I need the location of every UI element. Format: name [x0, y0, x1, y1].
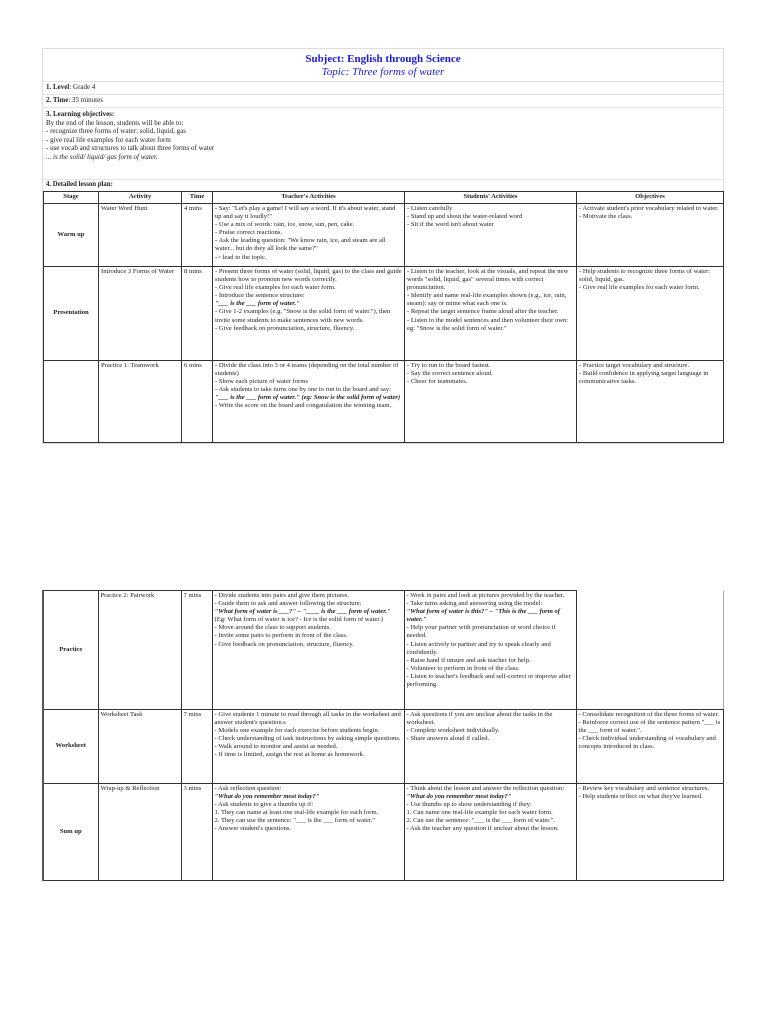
- text-line: - Work in pairs and look at pictures provided by the teacher.: [406, 592, 565, 599]
- text-line: (Eg: What form of water is ice? - Ice is the solid form of water.): [214, 616, 384, 624]
- text-line: - Ask students to take turns one by one to run to the board and say:: [215, 386, 391, 394]
- time-cell: 8 mins: [182, 267, 213, 361]
- teacher-activities-cell: [212, 591, 404, 710]
- text-line: - Give real life examples for each water form.: [579, 284, 700, 292]
- col-students: Students' Activities: [405, 192, 577, 204]
- text-line: - use vocab and structures to talk about three forms of water: [46, 144, 215, 153]
- topic-heading: Topic: Three forms of water: [321, 66, 445, 78]
- teacher-activities-cell: [213, 361, 405, 443]
- lesson-plan-page-1: [42, 48, 724, 444]
- text-line: - Invite some pairs to perform in front of the class.: [214, 632, 348, 640]
- text-line: "___ is the ___ form of water." (eg: Snow is the solid form of water): [215, 394, 401, 402]
- text-line: - Help your partner with pronunciation or word choice if needed.: [406, 624, 556, 640]
- text-line: - Divide students into pairs and give them pictures.: [214, 592, 350, 599]
- students-activities-cell: [404, 784, 576, 881]
- text-line: "___ is the ___ form of water.": [215, 300, 300, 308]
- text-line: - Show each picture of water forms: [215, 378, 309, 386]
- text-line: - Guide them to ask and answer following the structure:: [214, 600, 362, 608]
- lesson-plan-page-2: [42, 590, 722, 881]
- stage-cell: Presentation: [44, 267, 99, 361]
- col-stage: Stage: [44, 192, 99, 204]
- objectives-cell: [576, 784, 723, 881]
- text-line: - Give feedback on pronunciation, structure, fluency.: [215, 324, 355, 332]
- lesson-plan-table-continued: [42, 590, 724, 881]
- text-line: - Check understanding of task instructions by asking simple questions.: [214, 735, 401, 743]
- time-cell: 6 mins: [182, 361, 213, 443]
- text-line: - Say: "Let's play a game! I will say a word. If it's about water, stand up and say it loudly!": [215, 205, 396, 221]
- objectives-cell: [577, 267, 724, 361]
- students-activities-cell: [405, 204, 577, 267]
- text-line: - Write the score on the board and congatulation the winning team.: [215, 402, 392, 410]
- stage-cell: Practice: [43, 591, 98, 710]
- stage-cell: [44, 361, 99, 443]
- text-line: - Consolidate recognition of the three forms of water.: [578, 711, 719, 718]
- table-row: [44, 267, 724, 361]
- text-line: - Check individual understanding of vocabulary and concepts introduced in class.: [578, 735, 716, 751]
- activity-cell: Wrap-up & Reflection: [98, 784, 181, 881]
- time-cell: 3 mins: [181, 784, 212, 881]
- text-line: - Identify and name real-life examples shown (e.g., ice, rain, steam): say or mime what each one is.: [407, 292, 567, 308]
- stage-cell: Sum up: [43, 784, 98, 881]
- lesson-plan-table: [43, 191, 724, 443]
- text-line: - Listen to the teacher, look at the visuals, and repeat the new words "solid, liquid, gas" several times with correct pronunciation.: [407, 268, 569, 292]
- time-value: : 35 minutes: [68, 96, 103, 104]
- teacher-activities-cell: [212, 784, 404, 881]
- text-line: - Say the correct sentence aloud.: [407, 370, 493, 378]
- document-title: [43, 49, 723, 82]
- text-line: - recognize three forms of water: solid, liquid, gas: [46, 127, 186, 136]
- text-line: ... is the solid/ liquid/ gas form of water.: [46, 152, 158, 161]
- text-line: - Ask the leading question: "We know rain, ice, and steam are all water... but do they all look the same?": [215, 237, 386, 253]
- teacher-activities-cell: [213, 204, 405, 267]
- text-line: -> lead to the topic.: [215, 253, 267, 261]
- text-line: - Ask the teacher any question if unclear about the lesson.: [406, 825, 559, 833]
- table-header-row: [44, 192, 724, 204]
- col-activity: Activity: [99, 192, 182, 204]
- objectives-cell: [576, 591, 723, 710]
- text-line: "What do you remember most today?": [406, 793, 512, 801]
- text-line: - Volunteer to perform in front of the class.: [406, 664, 520, 672]
- text-line: - Listen carefully: [407, 205, 453, 212]
- text-line: - Practice target vocabulary and structure.: [579, 362, 690, 369]
- text-line: - Sit if the word isn't about water: [407, 221, 494, 229]
- text-line: - Reinforce correct use of the sentence pattern "___ is the ___ form of water.".: [578, 719, 721, 735]
- table-row: [44, 204, 724, 267]
- teacher-activities-cell: [212, 710, 404, 784]
- text-line: - Try to run to the board fastest.: [407, 362, 491, 369]
- objectives-colon: :: [111, 110, 115, 118]
- text-line: 2. Can use the sentence: "___ is the ___ form of water.".: [406, 817, 556, 825]
- col-objectives: Objectives: [577, 192, 724, 204]
- objectives-cell: [577, 361, 724, 443]
- students-activities-cell: [404, 591, 576, 710]
- text-line: - Models one example for each exercise before students begin.: [214, 727, 380, 735]
- text-line: - Repeat the target sentence frame aloud after the teacher.: [407, 308, 559, 316]
- text-line: - Use thumbs up to show understanding if they:: [406, 801, 532, 809]
- text-line: - Present three forms of water (solid, liquid, gas) to the class and guide students how to pronoun new words correctly.: [215, 268, 402, 284]
- text-line: - Move around the class to support students.: [214, 624, 331, 632]
- time-label: 2. Time: [46, 96, 69, 104]
- objectives-label: 3. Learning objectives: [46, 110, 112, 118]
- text-line: - Ask reflection question:: [214, 785, 282, 792]
- text-line: - Help students reflect on what they've learned.: [578, 793, 703, 801]
- text-line: - Activate student's prior vocabulary related to water.: [579, 205, 719, 212]
- table-row: [43, 591, 723, 710]
- level-row: [43, 82, 723, 95]
- learning-objectives: [43, 108, 723, 180]
- text-line: "What form of water is this?" – "This is the ___ form of water.": [406, 608, 560, 624]
- stage-cell: Warm up: [44, 204, 99, 267]
- text-line: 2. They can use the sentence: "___ is the ___ form of water.": [214, 817, 376, 825]
- text-line: - Complete worksheet individually.: [406, 727, 500, 735]
- activity-cell: Practice 2: Pairwork: [98, 591, 181, 710]
- teacher-activities-cell: [213, 267, 405, 361]
- time-row: [43, 95, 723, 108]
- text-line: - Praise correct reactions.: [215, 229, 283, 237]
- text-line: - Think about the lesson and answer the reflection question:: [406, 785, 565, 792]
- text-line: - Give real life examples for each water form.: [215, 284, 336, 292]
- text-line: - Ask students to give a thumbs up if:: [214, 801, 314, 809]
- students-activities-cell: [405, 267, 577, 361]
- text-line: - Review key vocabulary and sentence structures.: [578, 785, 710, 792]
- students-activities-cell: [405, 361, 577, 443]
- text-line: - Ask questions if you are unclear about the tasks in the worksheet.: [406, 711, 553, 727]
- col-time: Time: [182, 192, 213, 204]
- table-row: [44, 361, 724, 443]
- text-line: - Raise hand if unsure and ask teacher for help.: [406, 656, 531, 664]
- text-line: By the end of the lesson, students will be able to:: [46, 118, 184, 127]
- text-line: - Listen actively to partner and try to speak clearly and confidently.: [406, 640, 551, 656]
- table-row: [43, 710, 723, 784]
- text-line: - Help students to recognize three forms of water: solid, liquid, gas.: [579, 268, 711, 284]
- text-line: - Take turns asking and answering using the model:: [406, 600, 543, 608]
- text-line: - Divide the class into 3 or 4 teams (depending on the total number of students): [215, 362, 399, 378]
- text-line: - Introduce the sentence structure:: [215, 292, 305, 300]
- text-line: - Give 1-2 examples (e.g. "Snow is the solid form of water."), then invite some students to make sentences with new words.: [215, 308, 391, 324]
- text-line: - Motivate the class.: [579, 213, 633, 221]
- time-cell: 7 mins: [181, 591, 212, 710]
- level-value: : Grade 4: [69, 83, 96, 91]
- text-line: - Cheer for teammates.: [407, 378, 468, 386]
- activity-cell: Worksheet Task: [98, 710, 181, 784]
- text-line: - Use a mix of words: rain, ice, snow, sun, pen, cake.: [215, 221, 355, 229]
- objectives-cell: [576, 710, 723, 784]
- text-line: - Stand up and shout the water-related word: [407, 213, 523, 221]
- col-teacher: Teacher's Activities: [213, 192, 405, 204]
- activity-cell: Water Word Hunt: [99, 204, 182, 267]
- text-line: "What do you remember most today?": [214, 793, 320, 801]
- text-line: - Share answers aloud if called.: [406, 735, 490, 743]
- time-cell: 7 mins: [181, 710, 212, 784]
- activity-cell: Introduce 3 Forms of Water: [99, 267, 182, 361]
- subject-heading: Subject: English through Science: [305, 53, 461, 65]
- level-label: 1. Level: [46, 83, 70, 91]
- stage-cell: Worksheet: [43, 710, 98, 784]
- text-line: 1. They can name at least one real-life example for each form.: [214, 809, 379, 817]
- objectives-list: [46, 119, 720, 162]
- text-line: 1. Can name one real-life example for each water form.: [406, 809, 553, 817]
- students-activities-cell: [404, 710, 576, 784]
- objectives-cell: [577, 204, 724, 267]
- text-line: - Give feedback on pronunciation, structure, fluency.: [214, 640, 354, 648]
- activity-cell: Practice 1: Teamwork: [99, 361, 182, 443]
- time-cell: 4 mins: [182, 204, 213, 267]
- text-line: - Give students 1 minute to read through all tasks in the worksheet and answer student's question.s: [214, 711, 401, 727]
- text-line: - Build confidence in applying target language in communicative tasks.: [579, 370, 709, 386]
- text-line: - Walk around to monitor and assist as needed.: [214, 743, 338, 751]
- text-line: - Answer student's questions.: [214, 825, 292, 833]
- text-line: "What form of water is ___?" – "____ is the ___ form of water.": [214, 608, 391, 616]
- text-line: - Listen to the model sentences and then volunteer their own:: [407, 316, 569, 324]
- text-line: eg: "Snow is the solid form of water.": [407, 324, 507, 332]
- table-row: [43, 784, 723, 881]
- text-line: - If time is limited, assign the rest at home as homework.: [214, 751, 365, 759]
- plan-label: 4. Detailed lesson plan:: [46, 181, 113, 188]
- text-line: - give real life examples for each water form: [46, 135, 171, 144]
- text-line: - Listen to teacher's feedback and self-correct or improve after performing.: [406, 672, 571, 689]
